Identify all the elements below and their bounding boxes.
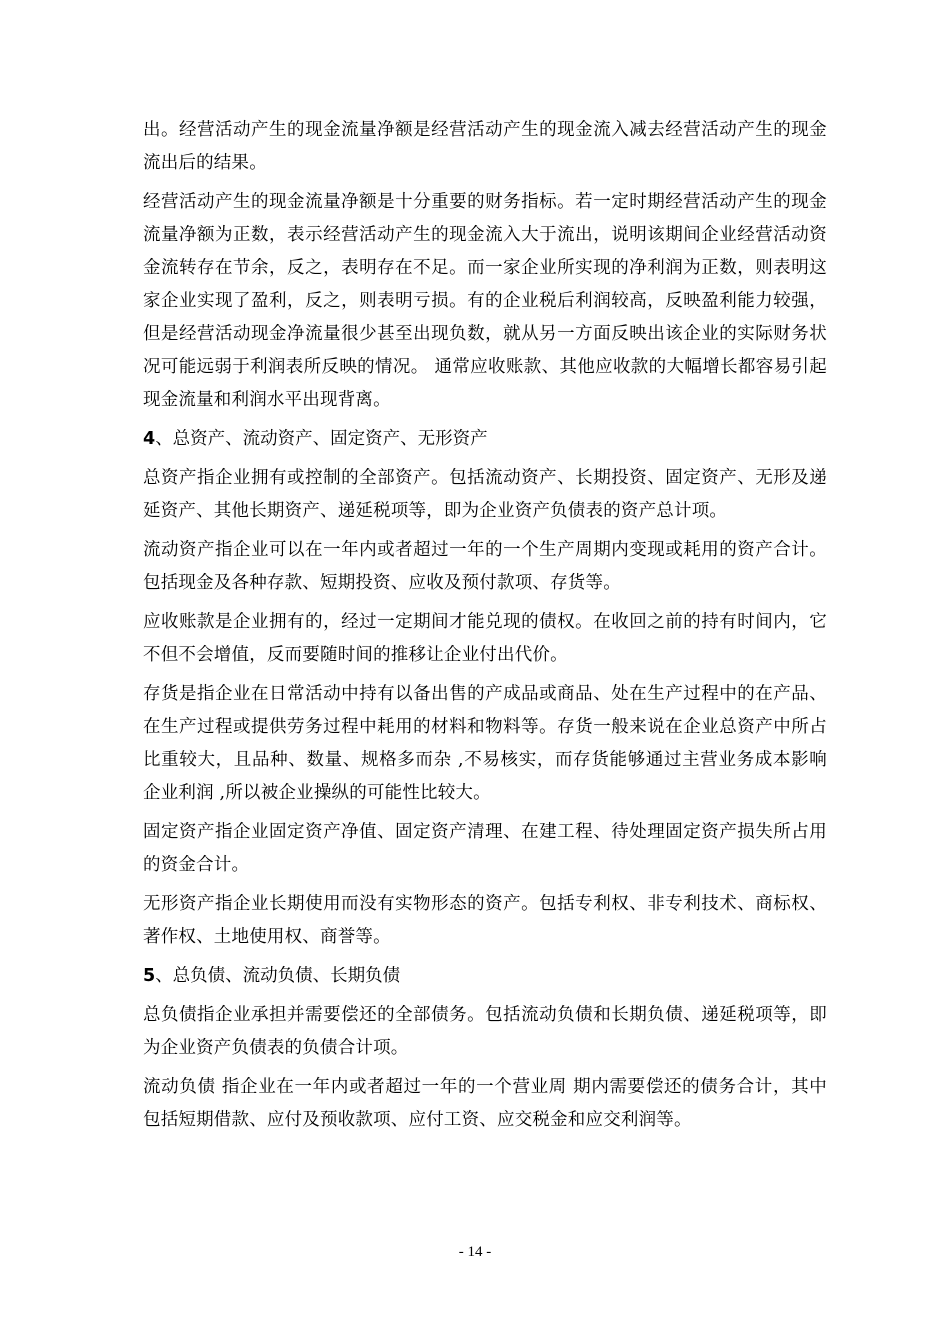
section-title: 、总负债、流动负债、长期负债: [155, 966, 401, 986]
section-number: 4: [143, 429, 156, 449]
page-body: [143, 114, 827, 1143]
paragraph-1: 出。经营活动产生的现金流量净额是经营活动产生的现金流入减去经营活动产生的现金流出后的结果。: [143, 120, 827, 173]
paragraph-7: 固定资产指企业固定资产净值、固定资产清理、在建工程、待处理固定资产损失所占用的资金合计。: [143, 822, 827, 875]
section-number: 5: [143, 966, 156, 986]
section-title: 、总资产、流动资产、固定资产、无形资产: [155, 429, 488, 449]
page-number: - 14 -: [458, 1244, 492, 1260]
paragraph-5: 应收账款是企业拥有的，经过一定期间才能兑现的债权。在收回之前的持有时间内，它不但不会增值，反而要随时间的推移让企业付出代价。: [143, 612, 827, 665]
paragraph-6: 存货是指企业在日常活动中持有以备出售的产成品或商品、处在生产过程中的在产品、在生产过程或提供劳务过程中耗用的材料和物料等。存货一般来说在企业总资产中所占比重较大，且品种、数量、规格多而杂 ,不易核实，而存货能够通过主营业务成本影响企业利润 ,所以被企业操纵的可能性比较大。: [143, 684, 827, 803]
paragraph-10: 流动负债 指企业在一年内或者超过一年的一个营业周 期内需要偿还的债务合计，其中包括短期借款、应付及预收款项、应付工资、应交税金和应交利润等。: [143, 1077, 827, 1130]
section-heading-5: [143, 960, 827, 993]
paragraph-2: 经营活动产生的现金流量净额是十分重要的财务指标。若一定时期经营活动产生的现金流量净额为正数，表示经营活动产生的现金流入大于流出，说明该期间企业经营活动资金流转存在节余，反之，表明存在不足。而一家企业所实现的净利润为正数，则表明这家企业实现了盈利，反之，则表明亏损。有的企业税后利润较高，反映盈利能力较强，但是经营活动现金净流量很少甚至出现负数，就从另一方面反映出该企业的实际财务状况可能远弱于利润表所反映的情况。 通常应收账款、其他应收款的大幅增长都容易引起现金流量和利润水平出现背离。: [143, 192, 827, 410]
paragraph-9: 总负债指企业承担并需要偿还的全部债务。包括流动负债和长期负债、递延税项等，即为企业资产负债表的负债合计项。: [143, 1005, 827, 1058]
paragraph-8: 无形资产指企业长期使用而没有实物形态的资产。包括专利权、非专利技术、商标权、著作权、土地使用权、商誉等。: [143, 894, 827, 947]
paragraph-4: 流动资产指企业可以在一年内或者超过一年的一个生产周期内变现或耗用的资产合计。包括现金及各种存款、短期投资、应收及预付款项、存货等。: [143, 540, 827, 593]
section-heading-4: [143, 423, 827, 456]
paragraph-3: 总资产指企业拥有或控制的全部资产。包括流动资产、长期投资、固定资产、无形及递延资产、其他长期资产、递延税项等，即为企业资产负债表的资产总计项。: [143, 468, 827, 521]
